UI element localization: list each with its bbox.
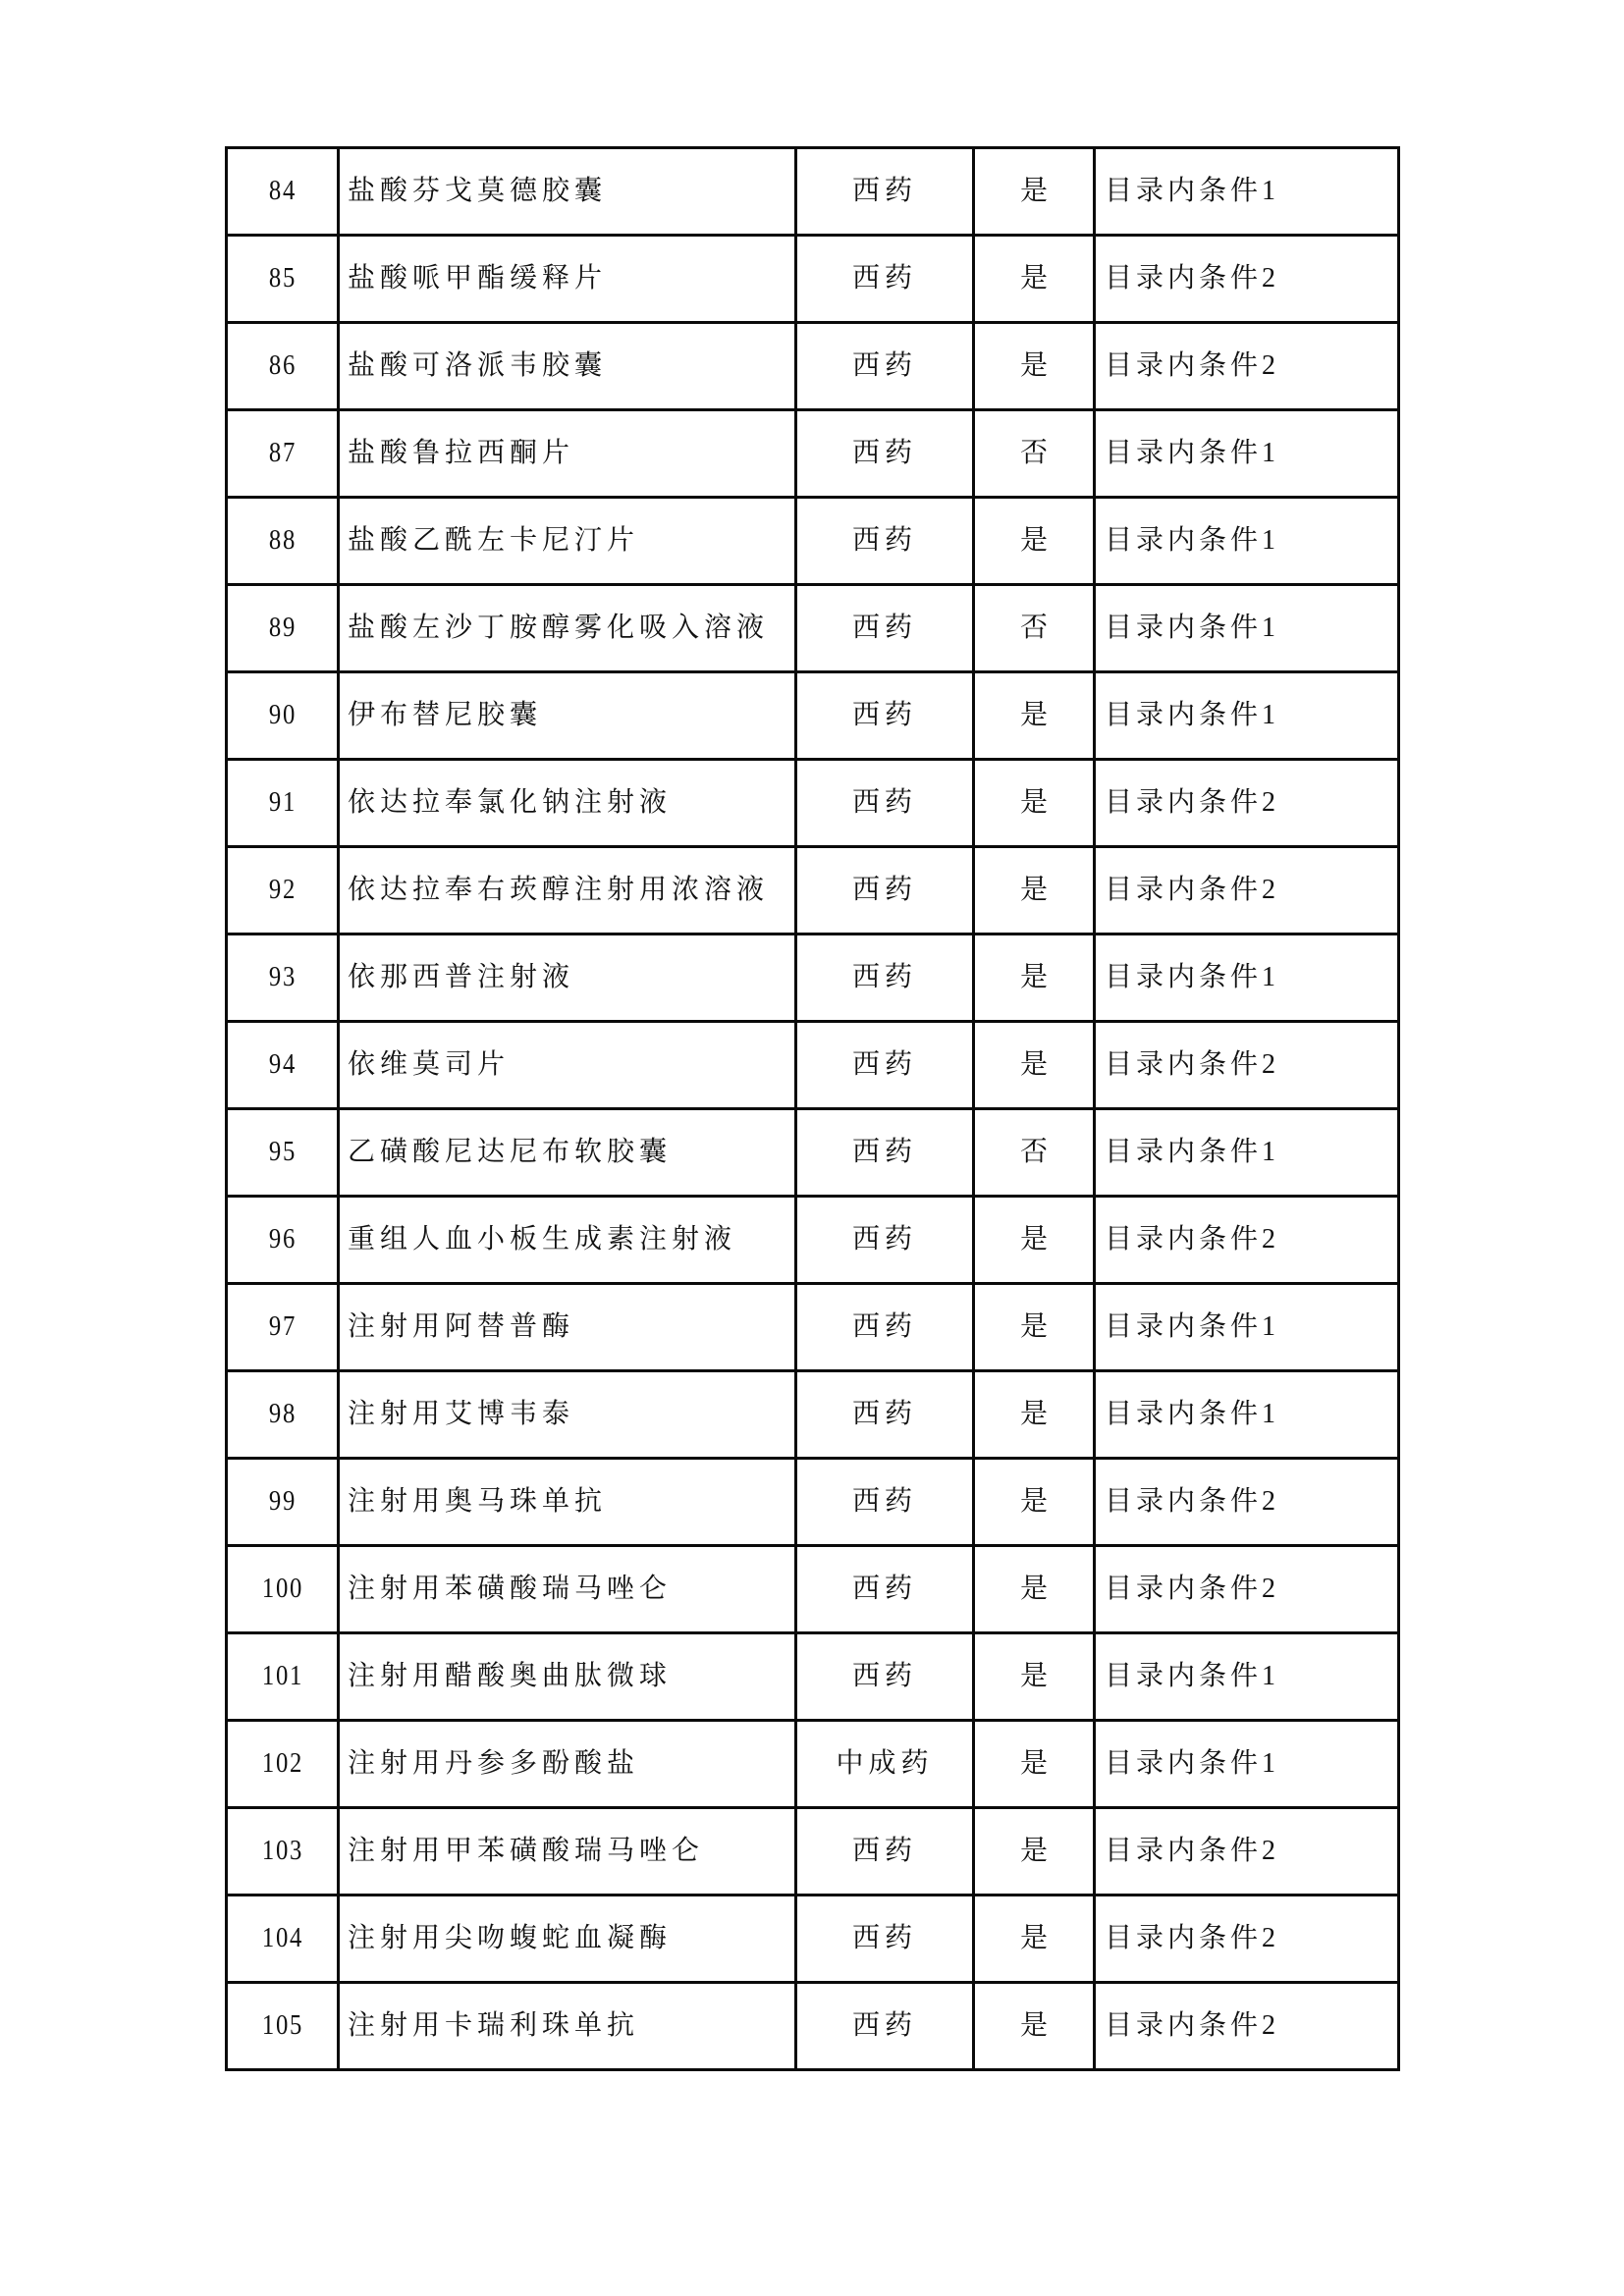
condition-cell-text: 目录内条件1	[1105, 525, 1280, 556]
yes-no-cell	[974, 1197, 1095, 1284]
yes-no-cell	[974, 148, 1095, 236]
drug-name-cell-text: 依达拉奉氯化钠注射液	[348, 787, 673, 818]
drug-name-cell-text: 依维莫司片	[348, 1049, 511, 1080]
row-number-cell	[227, 1896, 339, 1983]
yes-no-cell-text: 否	[1019, 438, 1048, 468]
drug-name-cell	[339, 1896, 796, 1983]
drug-type-cell-text: 西药	[851, 2010, 917, 2041]
table-row	[227, 1284, 1399, 1371]
drug-type-cell-text: 西药	[851, 787, 917, 818]
drug-name-cell	[339, 760, 796, 847]
drug-name-cell-text: 盐酸乙酰左卡尼汀片	[348, 525, 640, 556]
row-number-cell-text: 101	[261, 1661, 303, 1691]
condition-cell-text: 目录内条件1	[1105, 962, 1280, 992]
drug-name-cell	[339, 1371, 796, 1459]
drug-type-cell	[796, 1109, 974, 1197]
drug-name-cell-text: 注射用醋酸奥曲肽微球	[348, 1661, 673, 1691]
table-row	[227, 498, 1399, 585]
drug-name-cell	[339, 236, 796, 323]
drug-name-cell	[339, 585, 796, 672]
table-row	[227, 1808, 1399, 1896]
drug-name-cell	[339, 1284, 796, 1371]
condition-cell-text: 目录内条件2	[1105, 875, 1280, 905]
table-row	[227, 1896, 1399, 1983]
drug-type-cell-text: 西药	[851, 613, 917, 643]
condition-cell-text: 目录内条件2	[1105, 1923, 1280, 1953]
yes-no-cell	[974, 323, 1095, 410]
drug-type-cell	[796, 323, 974, 410]
row-number-cell-text: 85	[268, 263, 297, 294]
yes-no-cell	[974, 410, 1095, 498]
condition-cell-text: 目录内条件1	[1105, 176, 1280, 206]
yes-no-cell-text: 是	[1019, 525, 1048, 556]
row-number-cell	[227, 410, 339, 498]
condition-cell-text: 目录内条件2	[1105, 2010, 1280, 2041]
yes-no-cell	[974, 1896, 1095, 1983]
yes-no-cell-text: 是	[1019, 1836, 1048, 1866]
condition-cell	[1095, 498, 1399, 585]
yes-no-cell-text: 是	[1019, 1574, 1048, 1604]
drug-type-cell	[796, 1896, 974, 1983]
yes-no-cell	[974, 672, 1095, 760]
row-number-cell	[227, 148, 339, 236]
drug-name-cell-text: 注射用苯磺酸瑞马唑仑	[348, 1574, 673, 1604]
condition-cell	[1095, 1546, 1399, 1633]
yes-no-cell	[974, 1459, 1095, 1546]
drug-name-cell-text: 注射用奥马珠单抗	[348, 1486, 608, 1517]
table-row	[227, 1546, 1399, 1633]
condition-cell	[1095, 585, 1399, 672]
drug-type-cell	[796, 498, 974, 585]
row-number-cell-text: 96	[268, 1224, 297, 1255]
yes-no-cell-text: 是	[1019, 1224, 1048, 1255]
table-row	[227, 1459, 1399, 1546]
yes-no-cell	[974, 1633, 1095, 1721]
table-row	[227, 1197, 1399, 1284]
table-row	[227, 148, 1399, 236]
condition-cell-text: 目录内条件1	[1105, 1661, 1280, 1691]
yes-no-cell-text: 否	[1019, 613, 1048, 643]
row-number-cell-text: 105	[261, 2010, 303, 2041]
table-row	[227, 236, 1399, 323]
condition-cell	[1095, 1721, 1399, 1808]
condition-cell	[1095, 148, 1399, 236]
drug-name-cell-text: 依那西普注射液	[348, 962, 575, 992]
drug-name-cell-text: 重组人血小板生成素注射液	[348, 1224, 737, 1255]
row-number-cell	[227, 1983, 339, 2070]
drug-type-cell-text: 西药	[851, 1224, 917, 1255]
drug-type-cell	[796, 1371, 974, 1459]
row-number-cell	[227, 1197, 339, 1284]
condition-cell-text: 目录内条件2	[1105, 1224, 1280, 1255]
row-number-cell-text: 102	[261, 1748, 303, 1779]
drug-name-cell-text: 依达拉奉右莰醇注射用浓溶液	[348, 875, 770, 905]
yes-no-cell	[974, 1808, 1095, 1896]
yes-no-cell-text: 是	[1019, 2010, 1048, 2041]
drug-type-cell-text: 中成药	[836, 1748, 934, 1779]
table-row	[227, 847, 1399, 934]
drug-type-cell-text: 西药	[851, 1049, 917, 1080]
yes-no-cell-text: 是	[1019, 1486, 1048, 1517]
yes-no-cell-text: 是	[1019, 263, 1048, 294]
table-row	[227, 760, 1399, 847]
condition-cell	[1095, 1459, 1399, 1546]
yes-no-cell	[974, 1721, 1095, 1808]
drug-type-cell-text: 西药	[851, 1923, 917, 1953]
drug-type-cell-text: 西药	[851, 350, 917, 381]
row-number-cell-text: 94	[268, 1049, 297, 1080]
yes-no-cell	[974, 847, 1095, 934]
condition-cell	[1095, 1197, 1399, 1284]
yes-no-cell	[974, 236, 1095, 323]
yes-no-cell	[974, 1546, 1095, 1633]
table-row	[227, 585, 1399, 672]
row-number-cell	[227, 1633, 339, 1721]
yes-no-cell	[974, 1983, 1095, 2070]
drug-type-cell-text: 西药	[851, 176, 917, 206]
yes-no-cell	[974, 585, 1095, 672]
drug-name-cell	[339, 148, 796, 236]
row-number-cell	[227, 1371, 339, 1459]
drug-type-cell-text: 西药	[851, 525, 917, 556]
yes-no-cell-text: 是	[1019, 1049, 1048, 1080]
drug-name-cell	[339, 498, 796, 585]
drug-name-cell	[339, 847, 796, 934]
drug-type-cell	[796, 934, 974, 1022]
row-number-cell	[227, 1022, 339, 1109]
drug-list-table	[225, 146, 1400, 2071]
drug-type-cell-text: 西药	[851, 962, 917, 992]
drug-name-cell-text: 注射用丹参多酚酸盐	[348, 1748, 640, 1779]
drug-type-cell-text: 西药	[851, 1137, 917, 1167]
condition-cell-text: 目录内条件2	[1105, 1836, 1280, 1866]
drug-name-cell	[339, 1459, 796, 1546]
yes-no-cell	[974, 1109, 1095, 1197]
yes-no-cell-text: 是	[1019, 787, 1048, 818]
drug-name-cell	[339, 323, 796, 410]
drug-name-cell-text: 盐酸可洛派韦胶囊	[348, 350, 608, 381]
condition-cell-text: 目录内条件2	[1105, 1574, 1280, 1604]
drug-type-cell	[796, 1808, 974, 1896]
drug-name-cell-text: 盐酸左沙丁胺醇雾化吸入溶液	[348, 613, 770, 643]
drug-type-cell-text: 西药	[851, 1486, 917, 1517]
yes-no-cell-text: 是	[1019, 875, 1048, 905]
row-number-cell	[227, 760, 339, 847]
yes-no-cell-text: 是	[1019, 1311, 1048, 1342]
row-number-cell-text: 89	[268, 613, 297, 643]
drug-type-cell	[796, 1459, 974, 1546]
row-number-cell-text: 95	[268, 1137, 297, 1167]
table-row	[227, 1022, 1399, 1109]
drug-name-cell	[339, 1808, 796, 1896]
row-number-cell-text: 93	[268, 962, 297, 992]
drug-name-cell	[339, 410, 796, 498]
drug-name-cell	[339, 934, 796, 1022]
condition-cell-text: 目录内条件2	[1105, 1049, 1280, 1080]
table-row	[227, 410, 1399, 498]
yes-no-cell-text: 是	[1019, 700, 1048, 730]
drug-type-cell	[796, 236, 974, 323]
drug-type-cell	[796, 1633, 974, 1721]
table-row	[227, 1371, 1399, 1459]
yes-no-cell	[974, 934, 1095, 1022]
drug-name-cell-text: 注射用卡瑞利珠单抗	[348, 2010, 640, 2041]
yes-no-cell-text: 是	[1019, 1399, 1048, 1429]
drug-type-cell	[796, 1284, 974, 1371]
yes-no-cell-text: 是	[1019, 1923, 1048, 1953]
condition-cell	[1095, 236, 1399, 323]
table-body	[227, 148, 1399, 2070]
yes-no-cell-text: 是	[1019, 350, 1048, 381]
drug-type-cell	[796, 410, 974, 498]
drug-name-cell-text: 注射用阿替普酶	[348, 1311, 575, 1342]
row-number-cell-text: 97	[268, 1311, 297, 1342]
yes-no-cell-text: 否	[1019, 1137, 1048, 1167]
drug-type-cell	[796, 760, 974, 847]
drug-type-cell	[796, 847, 974, 934]
row-number-cell	[227, 236, 339, 323]
drug-type-cell	[796, 1022, 974, 1109]
drug-type-cell	[796, 672, 974, 760]
condition-cell	[1095, 672, 1399, 760]
drug-name-cell	[339, 672, 796, 760]
table-row	[227, 1633, 1399, 1721]
condition-cell	[1095, 1109, 1399, 1197]
table-row	[227, 1721, 1399, 1808]
table-row	[227, 1983, 1399, 2070]
drug-type-cell-text: 西药	[851, 1574, 917, 1604]
row-number-cell-text: 100	[261, 1574, 303, 1604]
drug-name-cell-text: 伊布替尼胶囊	[348, 700, 543, 730]
condition-cell	[1095, 1983, 1399, 2070]
yes-no-cell	[974, 1371, 1095, 1459]
drug-name-cell	[339, 1109, 796, 1197]
condition-cell	[1095, 760, 1399, 847]
row-number-cell	[227, 498, 339, 585]
drug-name-cell	[339, 1197, 796, 1284]
yes-no-cell	[974, 1284, 1095, 1371]
condition-cell-text: 目录内条件2	[1105, 1486, 1280, 1517]
condition-cell	[1095, 1896, 1399, 1983]
row-number-cell-text: 84	[268, 176, 297, 206]
drug-type-cell	[796, 148, 974, 236]
row-number-cell	[227, 1459, 339, 1546]
condition-cell-text: 目录内条件1	[1105, 1137, 1280, 1167]
condition-cell	[1095, 1371, 1399, 1459]
condition-cell-text: 目录内条件1	[1105, 438, 1280, 468]
condition-cell-text: 目录内条件2	[1105, 787, 1280, 818]
drug-name-cell-text: 注射用艾博韦泰	[348, 1399, 575, 1429]
drug-type-cell	[796, 1721, 974, 1808]
row-number-cell	[227, 585, 339, 672]
condition-cell-text: 目录内条件1	[1105, 1399, 1280, 1429]
row-number-cell-text: 92	[268, 875, 297, 905]
condition-cell	[1095, 934, 1399, 1022]
condition-cell	[1095, 1284, 1399, 1371]
drug-type-cell-text: 西药	[851, 1399, 917, 1429]
condition-cell-text: 目录内条件1	[1105, 1748, 1280, 1779]
table-row	[227, 672, 1399, 760]
row-number-cell	[227, 1109, 339, 1197]
row-number-cell	[227, 323, 339, 410]
row-number-cell-text: 98	[268, 1399, 297, 1429]
drug-name-cell-text: 盐酸哌甲酯缓释片	[348, 263, 608, 294]
drug-name-cell-text: 注射用尖吻蝮蛇血凝酶	[348, 1923, 673, 1953]
condition-cell	[1095, 1633, 1399, 1721]
row-number-cell	[227, 1284, 339, 1371]
drug-name-cell	[339, 1633, 796, 1721]
drug-type-cell-text: 西药	[851, 438, 917, 468]
yes-no-cell	[974, 498, 1095, 585]
drug-type-cell-text: 西药	[851, 1661, 917, 1691]
row-number-cell	[227, 1546, 339, 1633]
drug-name-cell	[339, 1022, 796, 1109]
drug-type-cell-text: 西药	[851, 875, 917, 905]
drug-type-cell	[796, 585, 974, 672]
condition-cell-text: 目录内条件2	[1105, 350, 1280, 381]
yes-no-cell-text: 是	[1019, 962, 1048, 992]
yes-no-cell	[974, 760, 1095, 847]
drug-name-cell	[339, 1721, 796, 1808]
drug-name-cell	[339, 1983, 796, 2070]
drug-type-cell	[796, 1546, 974, 1633]
drug-name-cell-text: 注射用甲苯磺酸瑞马唑仑	[348, 1836, 705, 1866]
yes-no-cell-text: 是	[1019, 1748, 1048, 1779]
yes-no-cell-text: 是	[1019, 176, 1048, 206]
yes-no-cell	[974, 1022, 1095, 1109]
table-row	[227, 1109, 1399, 1197]
condition-cell	[1095, 323, 1399, 410]
condition-cell-text: 目录内条件1	[1105, 700, 1280, 730]
row-number-cell	[227, 1808, 339, 1896]
drug-type-cell-text: 西药	[851, 1311, 917, 1342]
table-row	[227, 323, 1399, 410]
yes-no-cell-text: 是	[1019, 1661, 1048, 1691]
row-number-cell-text: 90	[268, 700, 297, 730]
drug-type-cell-text: 西药	[851, 263, 917, 294]
drug-type-cell-text: 西药	[851, 700, 917, 730]
drug-type-cell	[796, 1983, 974, 2070]
table-row	[227, 934, 1399, 1022]
drug-type-cell	[796, 1197, 974, 1284]
condition-cell-text: 目录内条件1	[1105, 613, 1280, 643]
row-number-cell	[227, 1721, 339, 1808]
row-number-cell	[227, 672, 339, 760]
condition-cell	[1095, 1808, 1399, 1896]
row-number-cell	[227, 934, 339, 1022]
condition-cell	[1095, 410, 1399, 498]
row-number-cell-text: 88	[268, 525, 297, 556]
row-number-cell-text: 103	[261, 1836, 303, 1866]
row-number-cell-text: 86	[268, 350, 297, 381]
condition-cell-text: 目录内条件1	[1105, 1311, 1280, 1342]
row-number-cell-text: 91	[268, 787, 297, 818]
row-number-cell-text: 87	[268, 438, 297, 468]
row-number-cell-text: 99	[268, 1486, 297, 1517]
drug-name-cell-text: 乙磺酸尼达尼布软胶囊	[348, 1137, 673, 1167]
row-number-cell	[227, 847, 339, 934]
condition-cell-text: 目录内条件2	[1105, 263, 1280, 294]
drug-name-cell-text: 盐酸鲁拉西酮片	[348, 438, 575, 468]
row-number-cell-text: 104	[261, 1923, 303, 1953]
drug-name-cell	[339, 1546, 796, 1633]
drug-name-cell-text: 盐酸芬戈莫德胶囊	[348, 176, 608, 206]
condition-cell	[1095, 847, 1399, 934]
drug-type-cell-text: 西药	[851, 1836, 917, 1866]
condition-cell	[1095, 1022, 1399, 1109]
